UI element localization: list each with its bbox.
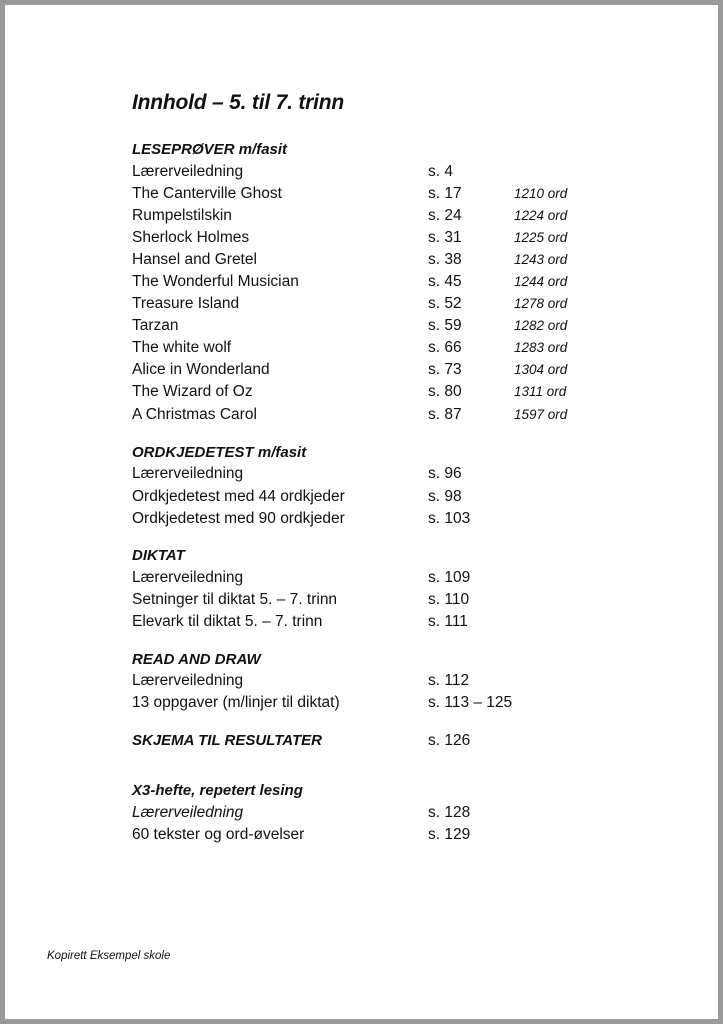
- toc-label: Ordkjedetest med 44 ordkjeder: [132, 488, 345, 505]
- toc-label: The white wolf: [132, 339, 232, 356]
- toc-page: s. 109: [428, 569, 471, 586]
- toc-word-count: 1224 ord: [514, 208, 568, 223]
- toc-page: s. 96: [428, 465, 462, 482]
- toc-page: s. 111: [428, 613, 468, 630]
- toc-page: s. 52: [428, 295, 462, 312]
- toc-label: Lærerveiledning: [132, 465, 244, 482]
- toc-word-count: 1283 ord: [514, 340, 568, 355]
- toc-label: Elevark til diktat 5. – 7. trinn: [132, 613, 323, 630]
- toc-row: [132, 488, 652, 508]
- toc-row: [132, 569, 652, 589]
- page-title: Innhold – 5. til 7. trinn: [132, 91, 345, 114]
- toc-label: 60 tekster og ord-øvelser: [132, 826, 305, 843]
- toc-word-count: 1304 ord: [514, 362, 568, 377]
- toc-page: s. 38: [428, 251, 462, 268]
- toc-page: s. 24: [428, 207, 462, 224]
- toc-row-skjema: [132, 732, 652, 752]
- toc-row: [132, 317, 652, 337]
- toc-label: Lærerveiledning: [132, 804, 244, 821]
- toc-row: [132, 591, 652, 611]
- toc-word-count: 1210 ord: [514, 186, 568, 201]
- toc-word-count: 1225 ord: [514, 230, 568, 245]
- toc-label: Setninger til diktat 5. – 7. trinn: [132, 591, 338, 608]
- toc-label: The Wonderful Musician: [132, 273, 299, 290]
- toc-page: s. 126: [428, 732, 471, 749]
- toc-page: s. 113 – 125: [428, 694, 513, 711]
- toc-page: s. 112: [428, 672, 470, 689]
- toc-row: [132, 207, 652, 227]
- toc-page: s. 103: [428, 510, 471, 527]
- section-heading-read-and-draw: READ AND DRAW: [132, 651, 261, 668]
- toc-page: s. 98: [428, 488, 462, 505]
- toc-word-count: 1597 ord: [514, 407, 568, 422]
- toc-page: s. 17: [428, 185, 462, 202]
- toc-row: [132, 163, 652, 183]
- toc-row: [132, 295, 652, 315]
- toc-row: [132, 826, 652, 846]
- toc-row: [132, 613, 652, 633]
- toc-word-count: 1311 ord: [514, 384, 567, 399]
- toc-word-count: 1278 ord: [514, 296, 568, 311]
- toc-row: [132, 510, 652, 530]
- toc-word-count: 1244 ord: [514, 274, 568, 289]
- toc-row: [132, 804, 652, 824]
- toc-row: [132, 339, 652, 359]
- toc-page: s. 80: [428, 383, 462, 400]
- toc-label: Hansel and Gretel: [132, 251, 257, 268]
- toc-page: s. 66: [428, 339, 462, 356]
- toc-row: [132, 361, 652, 381]
- toc-label: Rumpelstilskin: [132, 207, 232, 224]
- toc-row: [132, 383, 652, 403]
- toc-page: s. 128: [428, 804, 471, 821]
- section-heading-x3-hefte: X3-hefte, repetert lesing: [132, 782, 303, 799]
- toc-page: s. 31: [428, 229, 462, 246]
- toc-word-count: 1282 ord: [514, 318, 568, 333]
- toc-label: Ordkjedetest med 90 ordkjeder: [132, 510, 345, 527]
- toc-label: 13 oppgaver (m/linjer til diktat): [132, 694, 340, 711]
- toc-page: s. 4: [428, 163, 453, 180]
- toc-word-count: 1243 ord: [514, 252, 568, 267]
- toc-label: The Wizard of Oz: [132, 383, 253, 400]
- section-heading-leseprover: LESEPRØVER m/fasit: [132, 141, 288, 158]
- toc-label: Alice in Wonderland: [132, 361, 270, 378]
- toc-row: [132, 185, 652, 205]
- toc-label: Lærerveiledning: [132, 569, 244, 586]
- toc-row: [132, 251, 652, 271]
- copyright-footer: Kopirett Eksempel skole: [47, 950, 171, 962]
- toc-row: [132, 672, 652, 692]
- toc-label: A Christmas Carol: [132, 406, 257, 423]
- section-heading-ordkjedetest: ORDKJEDETEST m/fasit: [132, 444, 307, 461]
- toc-label: The Canterville Ghost: [132, 185, 282, 202]
- toc-row: [132, 465, 652, 485]
- toc-page: s. 87: [428, 406, 462, 423]
- toc-label: Tarzan: [132, 317, 179, 334]
- toc-label: Lærerveiledning: [132, 672, 244, 689]
- section-heading-skjema: SKJEMA TIL RESULTATER: [132, 732, 323, 749]
- toc-page: s. 59: [428, 317, 462, 334]
- section-heading-diktat: DIKTAT: [132, 547, 185, 564]
- toc-page: s. 129: [428, 826, 471, 843]
- toc-page: s. 45: [428, 273, 462, 290]
- toc-label: Treasure Island: [132, 295, 240, 312]
- toc-row: [132, 694, 652, 714]
- toc-label: Sherlock Holmes: [132, 229, 250, 246]
- toc-label: Lærerveiledning: [132, 163, 244, 180]
- document-page: [5, 5, 718, 1019]
- toc-row: [132, 229, 652, 249]
- toc-page: s. 110: [428, 591, 470, 608]
- toc-row: [132, 406, 652, 426]
- toc-row: [132, 273, 652, 293]
- toc-page: s. 73: [428, 361, 462, 378]
